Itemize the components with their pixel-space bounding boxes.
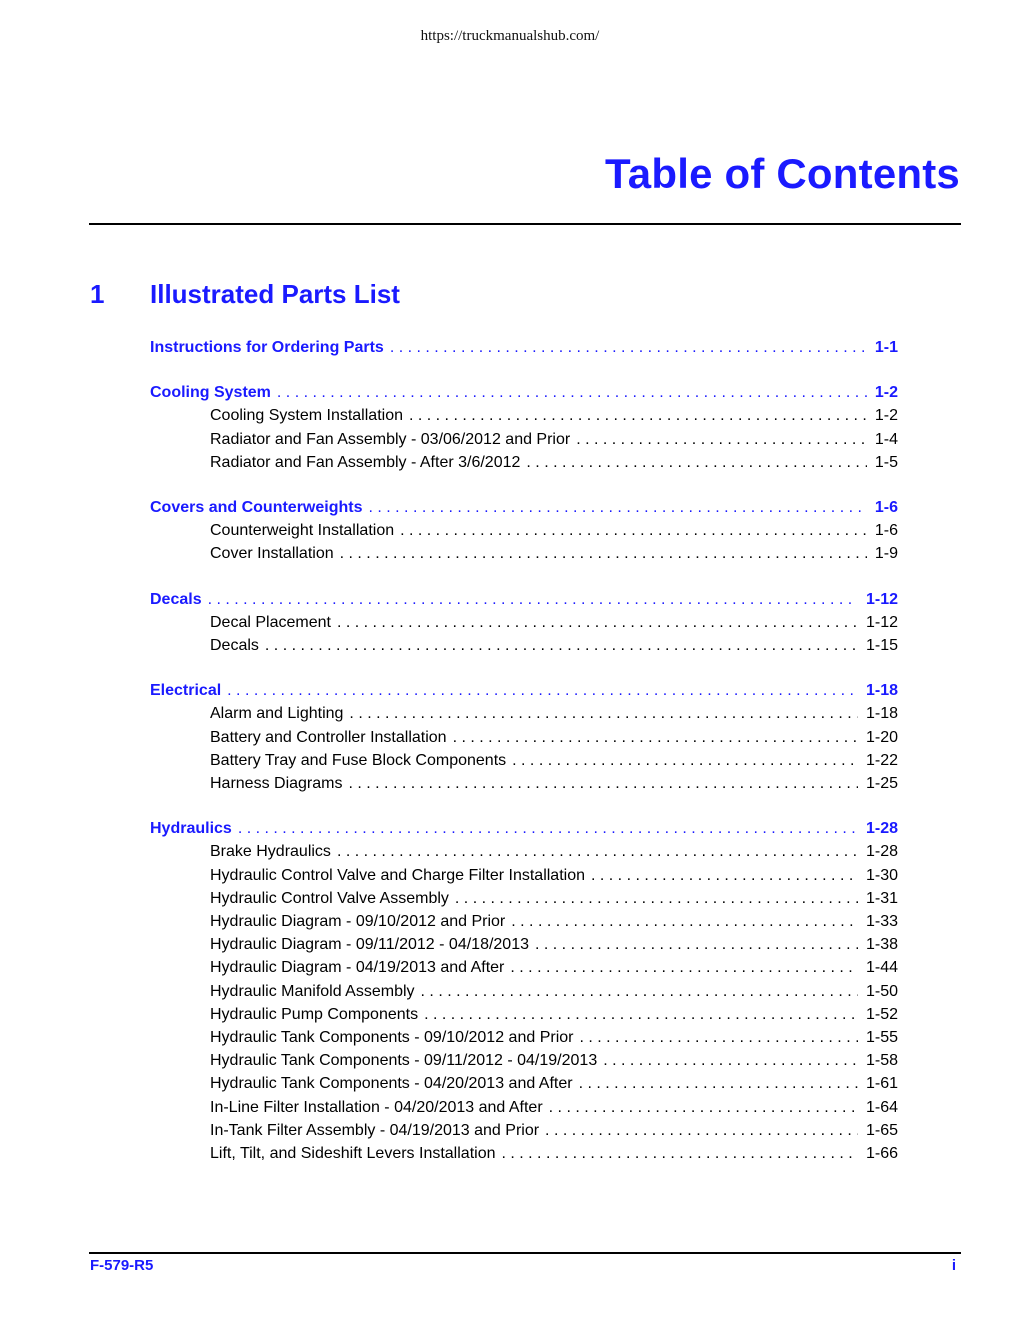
toc-entry-page: 1-1 [874, 339, 898, 356]
toc-entry-label: Covers and Counterweights [150, 499, 363, 516]
toc-entry-page: 1-18 [865, 682, 898, 700]
toc-dot-leader [348, 772, 857, 795]
toc-entry-page: 1-22 [865, 751, 898, 769]
toc-dot-leader [277, 381, 867, 404]
toc-dot-leader [453, 726, 858, 749]
toc-entry-page: 1-31 [865, 889, 898, 907]
toc-dot-leader [455, 887, 858, 910]
toc-dot-leader [409, 404, 867, 427]
toc-subentry[interactable] [210, 956, 898, 979]
toc-dot-leader [510, 956, 858, 979]
toc-dot-leader [208, 588, 858, 611]
toc-entry-label: Brake Hydraulics [210, 843, 331, 861]
toc-subentry[interactable] [210, 726, 898, 749]
toc-entry-label: Radiator and Fan Assembly - 03/06/2012 and Prior [210, 430, 571, 448]
toc-entry-label: Hydraulic Tank Components - 09/10/2012 and Prior [210, 1029, 574, 1046]
toc-subentry[interactable] [210, 772, 898, 795]
toc-entry-page: 1-18 [865, 705, 898, 723]
toc-entry-page: 1-28 [865, 820, 898, 838]
toc-subentry[interactable] [210, 749, 898, 772]
toc-dot-leader [576, 428, 867, 451]
toc-subentry[interactable] [210, 1142, 898, 1165]
toc-dot-leader [526, 451, 866, 474]
page-number: i [951, 1257, 956, 1274]
toc-entry-label: Hydraulic Diagram - 09/10/2012 and Prior [210, 913, 506, 930]
toc-subentry[interactable] [210, 634, 898, 657]
toc-entry-label: Hydraulic Control Valve Assembly [210, 889, 449, 907]
toc-subentry[interactable] [210, 1049, 898, 1072]
toc-dot-leader [340, 542, 867, 565]
toc-entry-page: 1-33 [865, 913, 898, 930]
toc-entry-page: 1-58 [865, 1052, 898, 1070]
toc-dot-leader [603, 1049, 858, 1072]
toc-subentry[interactable] [210, 840, 898, 863]
toc-entry-label: Electrical [150, 682, 222, 700]
toc-entry-page: 1-65 [865, 1121, 898, 1139]
toc-entry-page: 1-50 [865, 982, 898, 1000]
toc-section-entry[interactable] [150, 381, 898, 404]
toc-dot-leader [579, 1072, 858, 1095]
toc-dot-leader [549, 1096, 858, 1119]
toc-subentry[interactable] [210, 1003, 898, 1026]
toc-entry-page: 1-28 [865, 843, 898, 861]
toc-dot-leader [511, 910, 858, 933]
toc-subentry[interactable] [210, 910, 898, 933]
toc-dot-leader [501, 1142, 857, 1165]
toc-entry-label: Cooling System [150, 384, 271, 402]
toc-entry-page: 1-9 [874, 545, 898, 563]
toc-entry-page: 1-55 [865, 1029, 898, 1046]
page-title: Table of Contents [605, 150, 960, 197]
toc-dot-leader [579, 1026, 858, 1049]
toc-subentry[interactable] [210, 702, 898, 725]
toc-subentry[interactable] [210, 519, 898, 542]
chapter-title: Illustrated Parts List [150, 279, 400, 309]
toc-dot-leader [368, 496, 866, 519]
toc-dot-leader [421, 980, 858, 1003]
toc-dot-leader [400, 519, 867, 542]
toc-entry-page: 1-12 [865, 613, 898, 631]
toc-entry-label: Hydraulic Tank Components - 04/20/2013 and After [210, 1075, 573, 1093]
toc-entry-page: 1-30 [865, 866, 898, 884]
toc-section-entry[interactable] [150, 817, 898, 840]
chapter-heading [90, 279, 400, 310]
toc-section-entry[interactable] [150, 679, 898, 702]
toc-entry-label: Radiator and Fan Assembly - After 3/6/2012 [210, 453, 521, 471]
toc-dot-leader [591, 864, 858, 887]
toc-entry-page: 1-6 [874, 522, 898, 540]
toc-entry-label: Hydraulic Diagram - 04/19/2013 and After [210, 959, 505, 977]
toc-subentry[interactable] [210, 542, 898, 565]
toc-entry-page: 1-61 [865, 1075, 898, 1093]
toc-entry-label: Hydraulic Diagram - 09/11/2012 - 04/18/2013 [210, 936, 529, 954]
toc-subentry[interactable] [210, 1096, 898, 1119]
toc-entry-page: 1-2 [874, 407, 898, 425]
toc-entry-label: Battery and Controller Installation [210, 728, 447, 746]
toc-entry-page: 1-12 [865, 590, 898, 608]
source-url[interactable]: https://truckmanualshub.com/ [420, 28, 600, 44]
toc-section-entry[interactable] [150, 336, 898, 359]
toc-entry-page: 1-4 [874, 430, 898, 448]
toc-subentry[interactable] [210, 864, 898, 887]
toc-entry-label: Hydraulic Control Valve and Charge Filter Installation [210, 866, 585, 884]
toc-subentry[interactable] [210, 428, 898, 451]
toc-entry-label: Decals [150, 590, 202, 608]
toc-entry-label: Hydraulics [150, 820, 232, 838]
toc-subentry[interactable] [210, 887, 898, 910]
toc-subentry[interactable] [210, 933, 898, 956]
toc-dot-leader [390, 336, 867, 359]
toc-entry-page: 1-2 [874, 384, 898, 402]
document-number: F-579-R5 [90, 1257, 154, 1274]
toc-subentry[interactable] [210, 451, 898, 474]
toc-entry-page: 1-52 [865, 1005, 898, 1023]
toc-entry-label: Decals [210, 637, 259, 654]
toc-entry-page: 1-15 [865, 637, 898, 654]
toc-entry-label: Lift, Tilt, and Sideshift Levers Installation [210, 1145, 496, 1162]
toc-entry-page: 1-38 [865, 936, 898, 954]
toc-entry-label: Decal Placement [210, 613, 331, 631]
toc-section-entry[interactable] [150, 588, 898, 611]
toc-entry-page: 1-6 [874, 499, 898, 516]
toc-entry-label: Cover Installation [210, 545, 334, 563]
toc-section-entry[interactable] [150, 496, 898, 519]
toc-entry-label: Harness Diagrams [210, 775, 343, 792]
toc-entry-label: Instructions for Ordering Parts [150, 339, 384, 356]
toc-subentry[interactable] [210, 980, 898, 1003]
toc-entry-page: 1-44 [865, 959, 898, 977]
toc-entry-page: 1-20 [865, 728, 898, 746]
toc-entry-label: In-Tank Filter Assembly - 04/19/2013 and Prior [210, 1121, 540, 1139]
toc-entry-label: Hydraulic Pump Components [210, 1005, 419, 1023]
footer-divider [89, 1252, 961, 1254]
toc-entry-page: 1-25 [865, 775, 898, 792]
toc-dot-leader [238, 817, 858, 840]
toc-dot-leader [265, 634, 858, 657]
toc-entry-page: 1-5 [874, 453, 898, 471]
toc-dot-leader [535, 933, 858, 956]
toc-entry-page: 1-64 [865, 1098, 898, 1116]
chapter-number: 1 [90, 279, 105, 309]
toc-subentry[interactable] [210, 1072, 898, 1095]
toc-entry-label: Battery Tray and Fuse Block Components [210, 751, 507, 769]
toc-entry-label: Alarm and Lighting [210, 705, 344, 723]
toc-subentry[interactable] [210, 1026, 898, 1049]
toc-dot-leader [545, 1119, 858, 1142]
toc-entry-page: 1-66 [865, 1145, 898, 1162]
toc-dot-leader [337, 840, 858, 863]
toc-entry-label: Hydraulic Manifold Assembly [210, 982, 415, 1000]
toc-dot-leader [424, 1003, 858, 1026]
title-divider [89, 223, 961, 225]
toc-dot-leader [349, 702, 858, 725]
toc-entry-label: Counterweight Installation [210, 522, 395, 540]
toc-entry-label: In-Line Filter Installation - 04/20/2013 and After [210, 1098, 543, 1116]
toc-entry-label: Hydraulic Tank Components - 09/11/2012 - 04/19/2013 [210, 1052, 598, 1070]
toc-subentry[interactable] [210, 404, 898, 427]
toc-subentry[interactable] [210, 1119, 898, 1142]
toc-subentry[interactable] [210, 611, 898, 634]
toc-dot-leader [337, 611, 858, 634]
toc-dot-leader [227, 679, 858, 702]
toc-dot-leader [512, 749, 858, 772]
toc-entry-label: Cooling System Installation [210, 407, 403, 425]
